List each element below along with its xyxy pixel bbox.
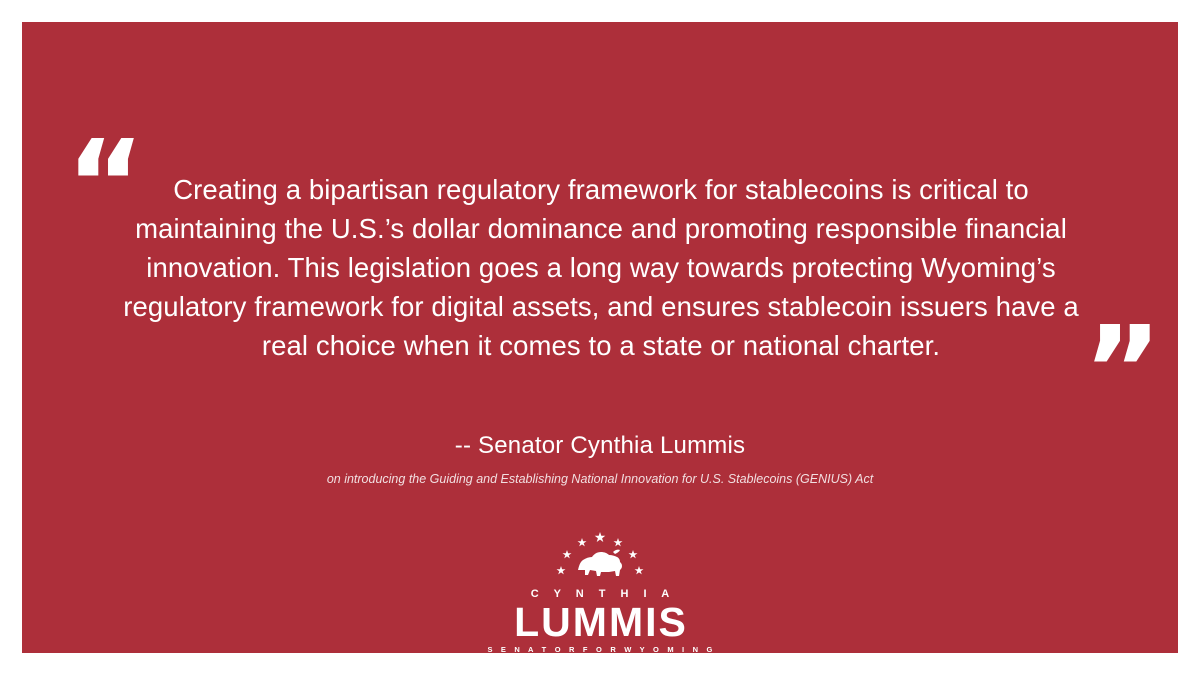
- logo-first-name: C Y N T H I A: [530, 588, 676, 600]
- open-quote-mark: “: [66, 116, 143, 255]
- logo: [22, 530, 1178, 654]
- bison-with-stars-icon: [520, 530, 680, 586]
- quote-text: Creating a bipartisan regulatory framework for stablecoins is critical to maintaining the U.S.’s dollar dominance and promoting responsible financial innovation. This legislation goes a long way towards protecting Wyoming’s regulatory framework for digital assets, and ensures stablecoin issuers have a real choice when it comes to a state or national charter.: [123, 174, 1079, 361]
- logo-last-name: LUMMIS: [514, 599, 688, 645]
- quote-card: [22, 22, 1178, 653]
- quote-block: [22, 22, 1178, 441]
- attribution-block: [22, 430, 1178, 488]
- attribution-name: -- Senator Cynthia Lummis: [454, 432, 746, 459]
- attribution-context: on introducing the Guiding and Establishing National Innovation for U.S. Stablecoins (GENIUS) Act: [326, 472, 874, 486]
- close-quote-mark: ”: [1083, 302, 1160, 441]
- logo-tagline: S E N A T O R F O R W Y O M I N G: [487, 645, 716, 654]
